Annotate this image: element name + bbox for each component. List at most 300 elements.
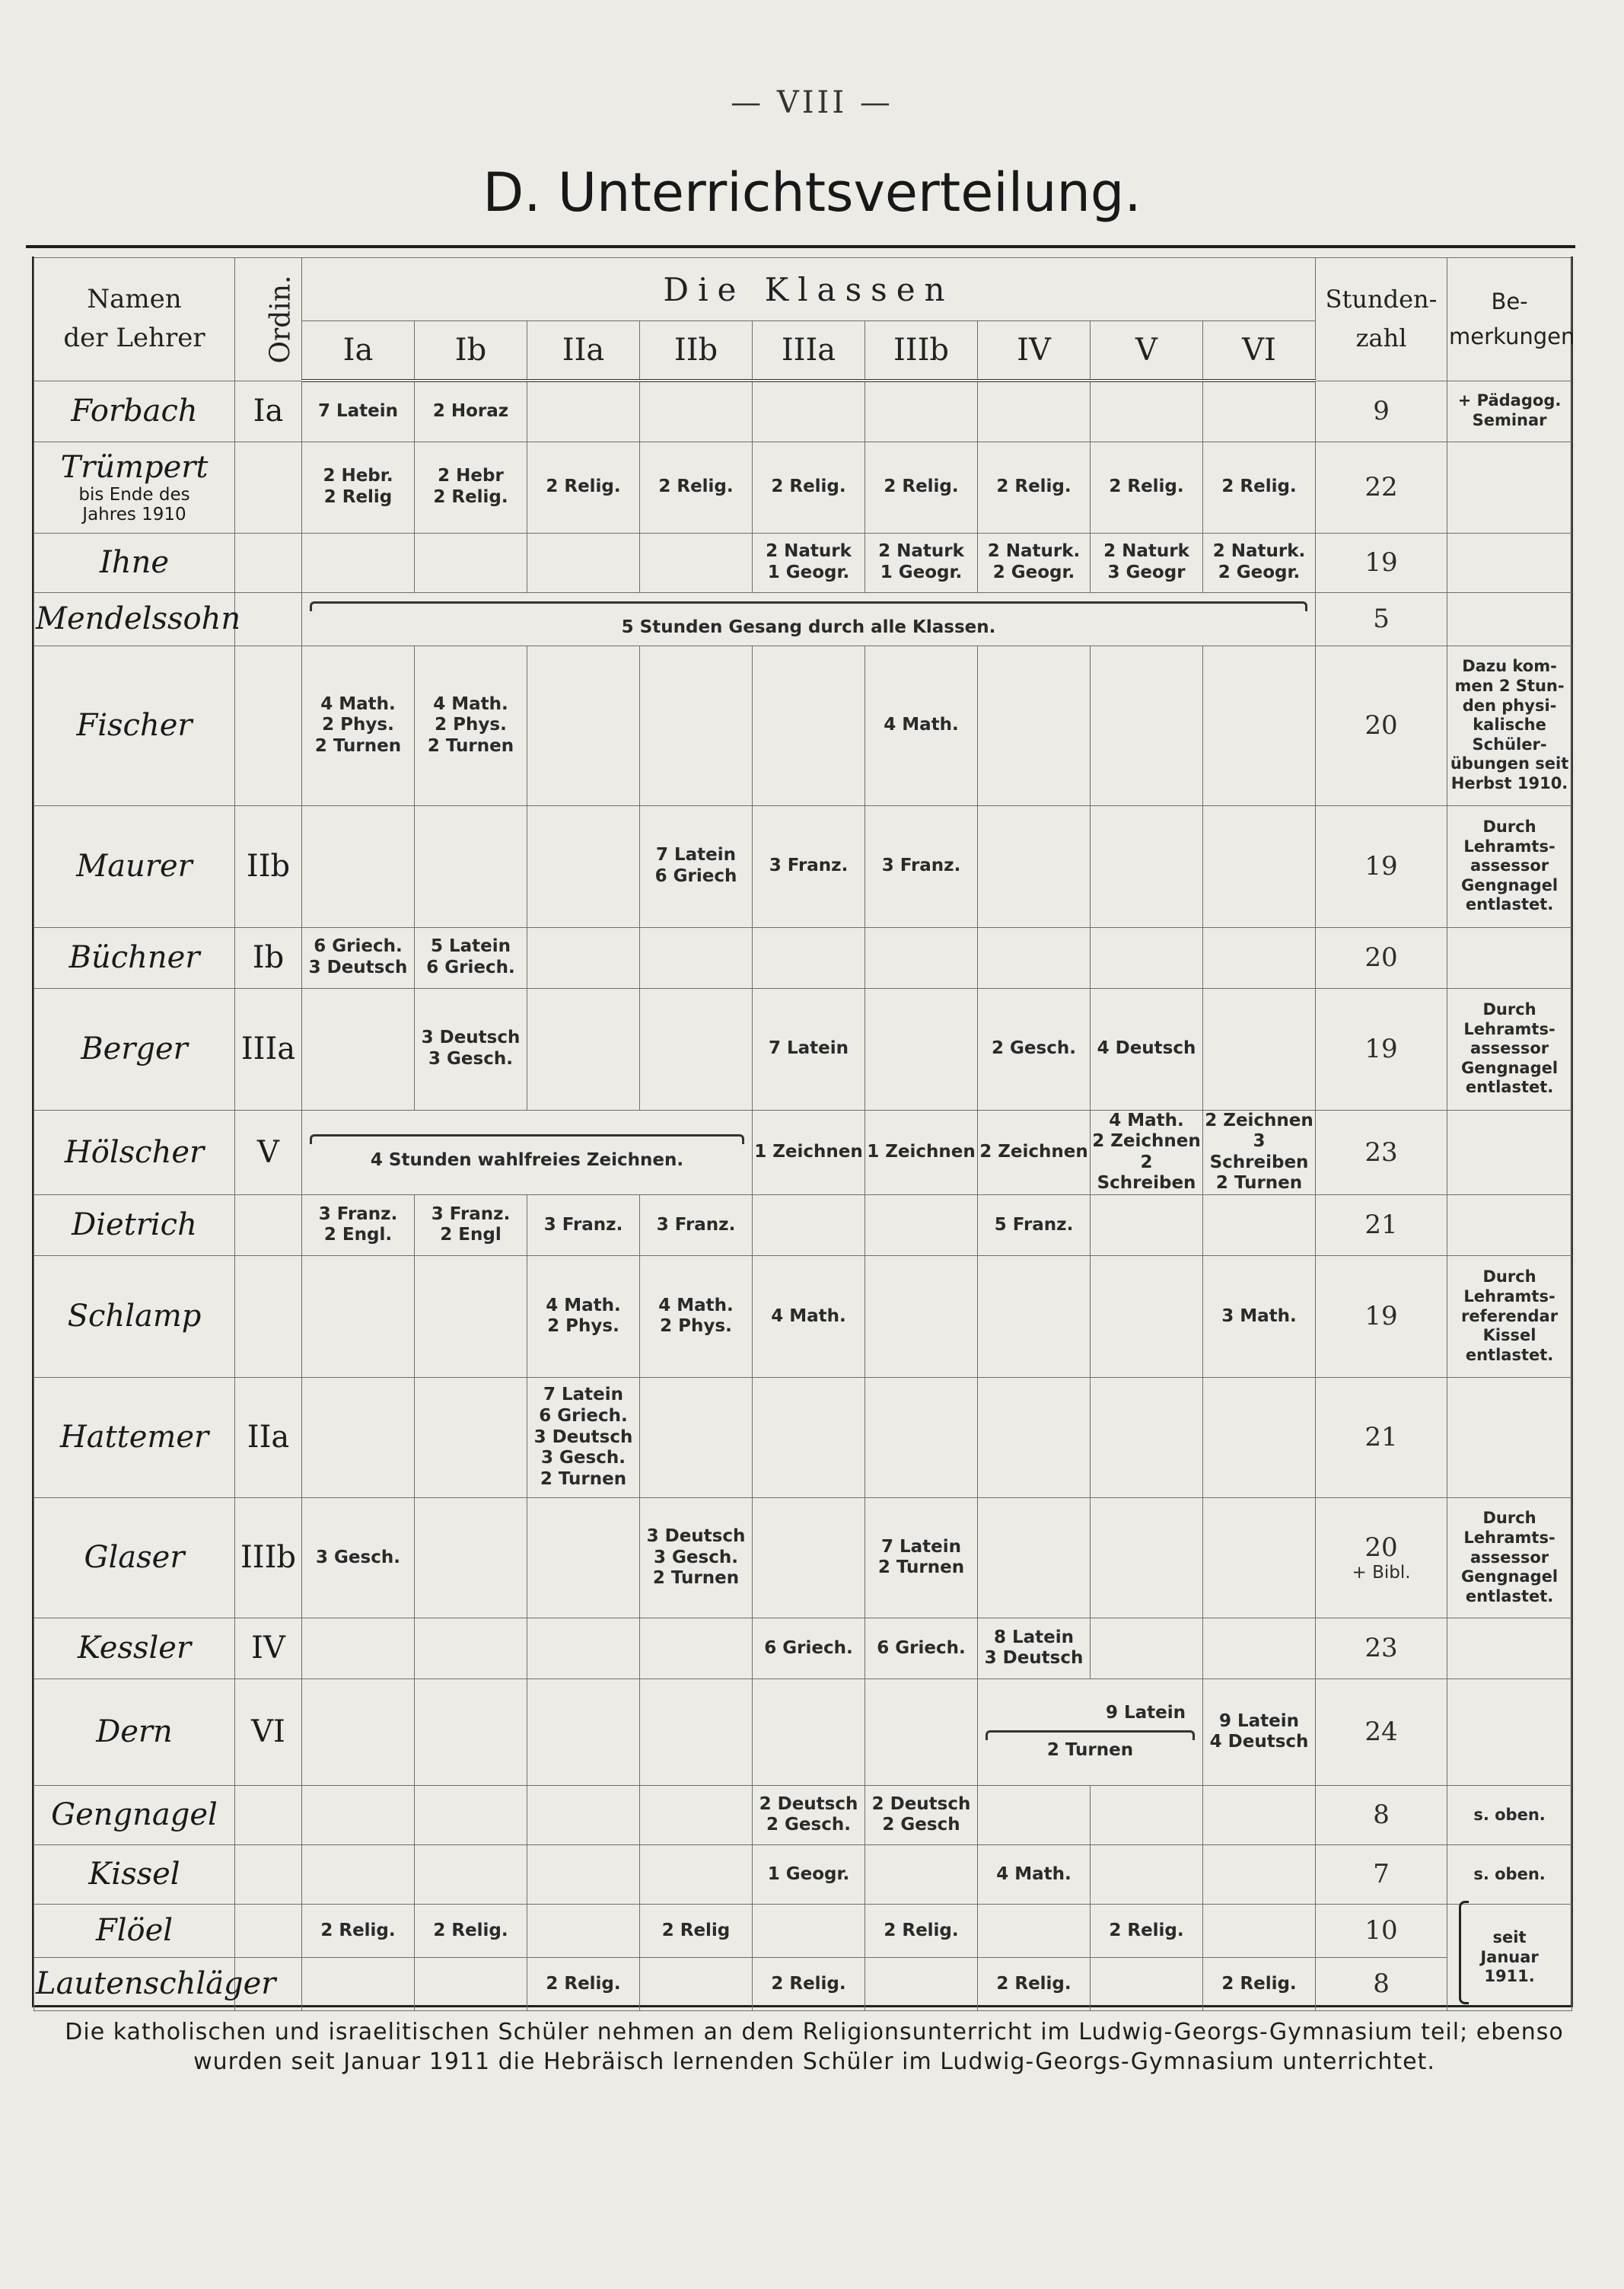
class-cell: 3 Franz. 2 Engl.: [302, 1194, 415, 1255]
class-cell: 3 Franz.: [753, 805, 865, 927]
class-cell: 6 Griech. 3 Deutsch: [302, 927, 415, 988]
table-row: [34, 1904, 1572, 1957]
teacher-name-text: Dietrich: [72, 1207, 197, 1243]
class-cell: [527, 646, 640, 805]
ordinarius-class: IIa: [235, 1377, 302, 1497]
class-cell: [978, 646, 1091, 805]
ordinarius-class: Ib: [235, 927, 302, 988]
class-cell: 2 Deutsch 2 Gesch: [865, 1785, 978, 1844]
header-class-vi: VI: [1203, 321, 1316, 381]
header-class-ib: Ib: [415, 321, 527, 381]
dern-v-latein: 9 Latein: [1105, 1703, 1186, 1723]
class-cell: [415, 1678, 527, 1785]
class-cell: [1091, 1255, 1203, 1377]
footnote: Die katholischen und israelitischen Schüler nehmen an dem Religionsunterricht im Ludwig-Georgs-Gymnasium teil; ebenso wurden seit Januar 1911 die Hebräisch lernenden Schüler im Ludwig-Georgs-Gymnasium unterrichtet.: [65, 2019, 1564, 2075]
class-cell: [753, 1194, 865, 1255]
teacher-name: [34, 1255, 235, 1377]
header-class-iiib: IIIb: [865, 321, 978, 381]
class-cell: [640, 1678, 753, 1785]
hours-value: 21: [1364, 1210, 1398, 1241]
teacher-name: [34, 592, 241, 646]
hours-value: 20: [1364, 942, 1398, 973]
teacher-name-text: Mendelssohn: [36, 601, 241, 636]
teacher-name-note: bis Ende des Jahres 1910: [78, 484, 190, 524]
class-cell: [527, 927, 640, 988]
class-cell: 7 Latein 2 Turnen: [865, 1497, 978, 1618]
dern-iv-v-span: [978, 1678, 1203, 1785]
class-cell: [865, 1255, 978, 1377]
class-cell: 3 Gesch.: [302, 1497, 415, 1618]
hours-total: [1316, 1255, 1447, 1377]
class-cell: [1091, 1618, 1203, 1678]
remark-cell: + Pädagog. Seminar: [1447, 381, 1572, 442]
class-cell: [527, 533, 640, 592]
teacher-name-text: Maurer: [76, 849, 193, 884]
table-row: [34, 1957, 1572, 2010]
hours-total: [1316, 646, 1447, 805]
class-cell: 2 Relig.: [527, 442, 640, 533]
remark-cell: Durch Lehramts- assessor Gengnagel entlastet.: [1447, 805, 1572, 927]
class-cell: [1091, 1785, 1203, 1844]
ordinarius-class: VI: [235, 1678, 302, 1785]
teacher-name: [34, 1618, 235, 1678]
class-cell: 5 Latein 6 Griech.: [415, 927, 527, 988]
class-cell: 2 Relig.: [865, 1904, 978, 1957]
hours-total: [1316, 592, 1447, 646]
hours-total: [1316, 1904, 1447, 1957]
hours-value: 8: [1373, 1800, 1390, 1831]
class-cell: 3 Franz.: [865, 805, 978, 927]
class-cell: 2 Relig.: [1203, 1957, 1316, 2010]
hours-total: [1316, 927, 1447, 988]
teacher-name: [34, 927, 235, 988]
header-class-ia: Ia: [302, 321, 415, 381]
class-cell: [527, 1844, 640, 1904]
class-cell: 2 Relig.: [1091, 1904, 1203, 1957]
class-cell: [865, 1844, 978, 1904]
span-text-label: 4 Stunden wahlfreies Zeichnen.: [370, 1150, 684, 1171]
class-cell: [640, 533, 753, 592]
class-cell: [302, 1957, 415, 2010]
teacher-name-text: Ihne: [100, 545, 169, 580]
class-cell: [415, 1844, 527, 1904]
class-cell: 2 Relig.: [753, 442, 865, 533]
hours-value: 5: [1373, 604, 1390, 634]
class-cell: 4 Math. 2 Phys. 2 Turnen: [415, 646, 527, 805]
class-cell: 2 Zeichnen 3 Schreiben 2 Turnen: [1203, 1110, 1316, 1194]
hours-value: 10: [1364, 1915, 1398, 1946]
class-cell: [1203, 1377, 1316, 1497]
hours-extra: + Bibl.: [1352, 1563, 1411, 1583]
class-cell: 7 Latein: [753, 988, 865, 1110]
table-row: [34, 988, 1572, 1110]
table-row: [34, 1110, 1572, 1194]
ordinarius-class: Ia: [235, 381, 302, 442]
teaching-distribution-table: [33, 257, 1575, 2011]
teacher-name: [34, 1844, 235, 1904]
class-cell: [978, 1497, 1091, 1618]
class-cell: 7 Latein 6 Griech. 3 Deutsch 3 Gesch. 2 Turnen: [527, 1377, 640, 1497]
teacher-name-text: Lautenschläger: [36, 1966, 276, 2002]
class-cell: [753, 381, 865, 442]
class-cell: [415, 1255, 527, 1377]
class-cell: [640, 1844, 753, 1904]
class-cell: 2 Relig.: [640, 442, 753, 533]
remark-cell: Durch Lehramts- assessor Gengnagel entlastet.: [1447, 1497, 1572, 1618]
class-cell: [1091, 1957, 1203, 2010]
class-cell: [302, 1678, 415, 1785]
header-classes-group: Die Klassen: [302, 258, 1316, 321]
class-cell: [415, 1957, 527, 2010]
hours-value: 8: [1373, 1969, 1390, 2000]
page-number: — VIII —: [731, 85, 893, 120]
teacher-name-text: Berger: [81, 1031, 188, 1066]
ordinarius-class: [235, 442, 302, 533]
remark-cell: [1447, 1110, 1572, 1194]
class-cell: [753, 1497, 865, 1618]
teacher-name: [34, 1377, 235, 1497]
page-title: D. Unterrichtsverteilung.: [482, 161, 1142, 224]
teacher-name: [34, 1194, 235, 1255]
class-cell: 5 Franz.: [978, 1194, 1091, 1255]
table-row: [34, 805, 1572, 927]
remark-cell: [1447, 1618, 1572, 1678]
class-cell: [978, 1785, 1091, 1844]
class-cell: 1 Zeichnen: [865, 1110, 978, 1194]
teacher-name: [34, 646, 235, 805]
hours-total: [1316, 1194, 1447, 1255]
teacher-name: [34, 1678, 235, 1785]
hours-value: 9: [1373, 396, 1390, 426]
class-cell: 3 Franz. 2 Engl: [415, 1194, 527, 1255]
ordinarius-class: IIb: [235, 805, 302, 927]
ordinarius-class: [235, 1194, 302, 1255]
table-row: [34, 381, 1572, 442]
class-cell: 6 Griech.: [865, 1618, 978, 1678]
class-cell: [865, 927, 978, 988]
class-cell: 2 Hebr 2 Relig.: [415, 442, 527, 533]
class-cell: 2 Hebr. 2 Relig: [302, 442, 415, 533]
class-cell: [415, 1618, 527, 1678]
teacher-name-text: Flöel: [95, 1913, 174, 1949]
class-cell: [753, 927, 865, 988]
teacher-name-text: Hölscher: [64, 1134, 205, 1170]
class-cell: 2 Deutsch 2 Gesch.: [753, 1785, 865, 1844]
class-cell: [640, 646, 753, 805]
header-class-iia: IIa: [527, 321, 640, 381]
table-row: [34, 442, 1572, 533]
class-cell: [640, 1377, 753, 1497]
hours-total: [1316, 1678, 1447, 1785]
hours-total: [1316, 1785, 1447, 1844]
class-cell: 4 Math. 2 Zeichnen 2 Schreiben: [1091, 1110, 1203, 1194]
brace-mark: [986, 1730, 1195, 1740]
class-cell: [1203, 1194, 1316, 1255]
table-row: [34, 1785, 1572, 1844]
top-rule: [26, 245, 1575, 248]
teacher-name: [34, 1785, 235, 1844]
header-ordinarius: Ordin.: [235, 258, 302, 381]
class-cell: 2 Relig.: [978, 442, 1091, 533]
hours-value: 19: [1364, 1034, 1398, 1064]
remark-cell: [1447, 1377, 1572, 1497]
class-cell: 2 Zeichnen: [978, 1110, 1091, 1194]
ordinarius-class: IV: [235, 1618, 302, 1678]
hours-value: 21: [1364, 1422, 1398, 1453]
teacher-name-text: Kissel: [88, 1857, 180, 1892]
remark-cell: s. oben.: [1447, 1785, 1572, 1844]
hours-value: 23: [1364, 1633, 1398, 1664]
span-text-label: 5 Stunden Gesang durch alle Klassen.: [621, 617, 996, 637]
class-cell: [1091, 1497, 1203, 1618]
teacher-name-text: Hattemer: [59, 1420, 209, 1455]
remark-cell: [1447, 1194, 1572, 1255]
class-cell: [302, 805, 415, 927]
remark-cell: [1447, 927, 1572, 988]
all-classes-span: [302, 592, 1316, 646]
class-cell: [415, 533, 527, 592]
class-cell: 3 Deutsch 3 Gesch. 2 Turnen: [640, 1497, 753, 1618]
hours-value: 24: [1364, 1717, 1398, 1748]
header-class-iv: IV: [978, 321, 1091, 381]
brace-mark: [310, 601, 1307, 611]
hours-total: [1316, 381, 1447, 442]
class-cell: [753, 1377, 865, 1497]
class-cell: 2 Relig.: [978, 1957, 1091, 2010]
remark-cell: s. oben.: [1447, 1844, 1572, 1904]
class-cell: [640, 1957, 753, 2010]
table-row: [34, 1497, 1572, 1618]
table-row: [34, 1618, 1572, 1678]
teacher-name: [34, 1497, 235, 1618]
class-cell: 7 Latein: [302, 381, 415, 442]
hours-value: 23: [1364, 1137, 1398, 1168]
hours-total: [1316, 1377, 1447, 1497]
ordinarius-class: [235, 646, 302, 805]
class-cell: [865, 1678, 978, 1785]
class-cell: [1091, 927, 1203, 988]
ordinarius-class: [235, 1785, 302, 1844]
class-cell: [1091, 1844, 1203, 1904]
class-cell: [1091, 805, 1203, 927]
class-cell: 4 Math. 2 Phys.: [640, 1255, 753, 1377]
class-cell: [1203, 646, 1316, 805]
hours-total: [1316, 1497, 1447, 1618]
header-class-iib: IIb: [640, 321, 753, 381]
header-remarks: Be- merkungen: [1447, 258, 1572, 381]
class-cell: [753, 1904, 865, 1957]
hours-value: 20: [1364, 1532, 1398, 1564]
teacher-name-text: Trümpert: [60, 449, 209, 485]
class-cell: [302, 1844, 415, 1904]
class-cell: [415, 1377, 527, 1497]
class-cell: 2 Relig.: [1091, 442, 1203, 533]
class-cell: [1203, 988, 1316, 1110]
hours-total: [1316, 1110, 1447, 1194]
teacher-name: [34, 533, 235, 592]
teacher-name: [34, 805, 235, 927]
remark-cell: Durch Lehramts- referendar Kissel entlastet.: [1447, 1255, 1572, 1377]
class-cell: 2 Naturk. 2 Geogr.: [978, 533, 1091, 592]
ordinarius-class: [235, 533, 302, 592]
class-cell: 3 Franz.: [527, 1194, 640, 1255]
class-cell: [527, 805, 640, 927]
hours-total: [1316, 442, 1447, 533]
class-cell: 2 Naturk 1 Geogr.: [753, 533, 865, 592]
class-cell: [527, 1678, 640, 1785]
class-cell: [978, 1904, 1091, 1957]
class-cell: 8 Latein 3 Deutsch: [978, 1618, 1091, 1678]
teacher-name-text: Forbach: [71, 394, 198, 429]
class-cell: [302, 533, 415, 592]
table-row: [34, 1377, 1572, 1497]
class-cell: 1 Geogr.: [753, 1844, 865, 1904]
class-cell: [865, 1194, 978, 1255]
class-cell: 4 Math. 2 Phys.: [527, 1255, 640, 1377]
hours-total: [1316, 1844, 1447, 1904]
class-cell: [1203, 1844, 1316, 1904]
class-cell: [1091, 381, 1203, 442]
class-cell: [1203, 1785, 1316, 1844]
hours-total: [1316, 1957, 1447, 2010]
class-cell: [978, 1377, 1091, 1497]
ordinarius-class: IIIb: [235, 1497, 302, 1618]
class-cell: 2 Relig.: [527, 1957, 640, 2010]
class-cell: [1203, 1497, 1316, 1618]
ordinarius-class: IIIa: [235, 988, 302, 1110]
class-cell: [527, 1497, 640, 1618]
class-cell: 4 Math.: [865, 646, 978, 805]
class-cell: [1203, 927, 1316, 988]
header-class-iiia: IIIa: [753, 321, 865, 381]
class-cell: 3 Franz.: [640, 1194, 753, 1255]
class-cell: 1 Zeichnen: [753, 1110, 865, 1194]
teacher-name: [34, 1110, 235, 1194]
teacher-name: [34, 1957, 276, 2010]
hours-total: [1316, 533, 1447, 592]
hours-value: 19: [1364, 547, 1398, 578]
class-cell: 2 Horaz: [415, 381, 527, 442]
class-cell: 6 Griech.: [753, 1618, 865, 1678]
teacher-name: [34, 1904, 235, 1957]
class-cell: [978, 805, 1091, 927]
ordinarius-class: [235, 592, 302, 646]
teacher-name-text: Dern: [96, 1714, 173, 1750]
class-cell: [978, 1255, 1091, 1377]
class-cell: [415, 805, 527, 927]
class-cell: 4 Math.: [753, 1255, 865, 1377]
ordinarius-class: V: [235, 1110, 302, 1194]
class-cell: [640, 1618, 753, 1678]
class-cell: [415, 1497, 527, 1618]
class-cell: [302, 1255, 415, 1377]
class-cell: 2 Naturk 3 Geogr: [1091, 533, 1203, 592]
class-cell: [865, 1377, 978, 1497]
teacher-name-text: Gengnagel: [51, 1797, 218, 1833]
class-cell: [1203, 805, 1316, 927]
teacher-name: [34, 381, 235, 442]
class-cell: 2 Naturk. 2 Geogr.: [1203, 533, 1316, 592]
remark-cell: [1447, 533, 1572, 592]
remark-cell: [1447, 592, 1572, 646]
table-row: [34, 592, 1572, 646]
teacher-name-text: Schlamp: [67, 1299, 202, 1334]
class-cell: [1091, 646, 1203, 805]
ordinarius-class: [235, 1844, 302, 1904]
class-cell: [302, 1618, 415, 1678]
class-cell: [753, 646, 865, 805]
header-teacher-names: Namen der Lehrer: [34, 258, 235, 381]
hours-value: 19: [1364, 1301, 1398, 1332]
class-cell: [978, 381, 1091, 442]
table-row: [34, 646, 1572, 805]
class-cell: [1203, 381, 1316, 442]
teacher-name-text: Kessler: [77, 1631, 192, 1666]
table-row: [34, 927, 1572, 988]
hours-value: 20: [1364, 710, 1398, 741]
table-row: [34, 533, 1572, 592]
class-cell: 3 Deutsch 3 Gesch.: [415, 988, 527, 1110]
teacher-name: [34, 988, 235, 1110]
class-cell: [527, 1785, 640, 1844]
class-cell: [865, 988, 978, 1110]
class-cell: 9 Latein 4 Deutsch: [1203, 1678, 1316, 1785]
hours-value: 19: [1364, 851, 1398, 881]
class-cell: [415, 1785, 527, 1844]
teacher-name-text: Fischer: [76, 708, 193, 743]
class-cell: [302, 988, 415, 1110]
class-cell: [1203, 1904, 1316, 1957]
class-cell: [1203, 1618, 1316, 1678]
class-cell: [865, 381, 978, 442]
hours-total: [1316, 1618, 1447, 1678]
hours-total: [1316, 988, 1447, 1110]
class-cell: 4 Math.: [978, 1844, 1091, 1904]
teacher-name: [34, 442, 235, 533]
class-cell: [1091, 1377, 1203, 1497]
class-cell: [640, 988, 753, 1110]
teacher-name-text: Büchner: [68, 940, 200, 975]
class-cell: [753, 1678, 865, 1785]
class-cell: 2 Gesch.: [978, 988, 1091, 1110]
class-cell: [865, 1957, 978, 2010]
hours-value: 7: [1373, 1859, 1390, 1890]
elective-drawing-span: [302, 1110, 753, 1194]
class-cell: 2 Relig.: [753, 1957, 865, 2010]
class-cell: 2 Naturk 1 Geogr.: [865, 533, 978, 592]
table-row: [34, 1255, 1572, 1377]
class-cell: [1091, 1194, 1203, 1255]
dern-turnen: 2 Turnen: [1046, 1739, 1134, 1760]
class-cell: [640, 381, 753, 442]
class-cell: [302, 1377, 415, 1497]
teacher-name-text: Glaser: [84, 1540, 185, 1576]
ordinarius-class: [235, 1904, 302, 1957]
class-cell: 2 Relig.: [1203, 442, 1316, 533]
class-cell: 3 Math.: [1203, 1255, 1316, 1377]
class-cell: [640, 927, 753, 988]
table-row: [34, 1844, 1572, 1904]
class-cell: 2 Relig.: [302, 1904, 415, 1957]
class-cell: 2 Relig.: [865, 442, 978, 533]
remark-cell: [1447, 442, 1572, 533]
class-cell: [527, 988, 640, 1110]
table-row: [34, 1194, 1572, 1255]
class-cell: [527, 1618, 640, 1678]
class-cell: 2 Relig.: [415, 1904, 527, 1957]
bracket-floel-lautenschlaeger: [1459, 1901, 1469, 2004]
ordinarius-class: [235, 1255, 302, 1377]
